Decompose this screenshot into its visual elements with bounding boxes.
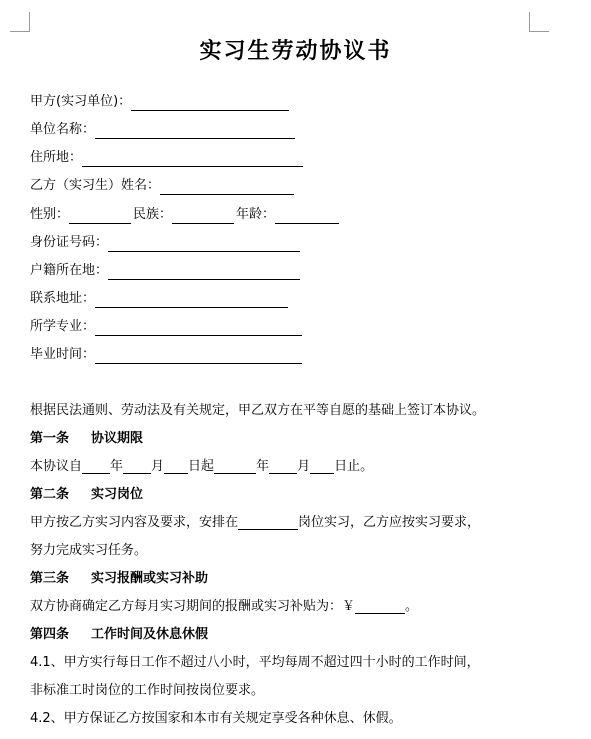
- field-address: [30, 148, 305, 168]
- field-label: 户籍所在地：: [30, 263, 109, 278]
- text-segment: 月: [151, 459, 165, 474]
- party-b-name-blank[interactable]: [160, 176, 294, 195]
- article-number: 第一条: [30, 431, 70, 446]
- text-segment: 年: [256, 459, 270, 474]
- ethnicity-blank[interactable]: [172, 205, 234, 224]
- text-segment: 月: [297, 459, 311, 474]
- end-day-blank[interactable]: [310, 457, 334, 474]
- article-title: 实习岗位: [91, 487, 144, 502]
- text-segment: 本协议自: [30, 459, 83, 474]
- unit-name-blank[interactable]: [95, 120, 295, 139]
- start-day-blank[interactable]: [164, 457, 188, 474]
- start-year-blank[interactable]: [82, 457, 110, 474]
- article-1-heading: [30, 429, 143, 449]
- field-label: 单位名称：: [30, 122, 96, 137]
- field-label: 联系地址：: [30, 291, 96, 306]
- gender-label: 性别：: [30, 207, 70, 222]
- article-2-heading: [30, 485, 143, 505]
- document-title: 实习生劳动协议书: [199, 39, 392, 64]
- gender-blank[interactable]: [69, 205, 131, 224]
- article-3-text: [30, 597, 418, 617]
- field-grad-time: [30, 345, 304, 365]
- article-number: 第二条: [30, 487, 70, 502]
- article-title: 实习报酬或实习补助: [91, 571, 209, 586]
- start-month-blank[interactable]: [123, 457, 151, 474]
- field-party-a: [30, 92, 291, 112]
- article-1-text: [30, 457, 373, 477]
- field-party-b: [30, 176, 296, 196]
- end-year-blank[interactable]: [214, 457, 256, 474]
- field-household: [30, 261, 302, 281]
- article-2-line-2: 努力完成实习任务。: [30, 543, 148, 558]
- id-number-blank[interactable]: [108, 233, 300, 252]
- field-gender-ethnicity-age: [30, 205, 341, 225]
- crop-mark-top-right-vertical: [529, 12, 530, 32]
- field-label: 住所地：: [30, 150, 83, 165]
- intro-paragraph: 根据民法通则、劳动法及有关规定，甲乙双方在平等自愿的基础上签订本协议。: [30, 403, 486, 418]
- field-label: 乙方（实习生）姓名：: [30, 178, 161, 193]
- text-segment: 双方协商确定乙方每月实习期间的报酬或实习补贴为：￥: [30, 599, 356, 614]
- article-title: 协议期限: [91, 431, 144, 446]
- end-month-blank[interactable]: [269, 457, 297, 474]
- text-segment: 日起: [188, 459, 215, 474]
- text-segment: 年: [110, 459, 124, 474]
- field-id-number: [30, 233, 302, 253]
- article-number: 第四条: [30, 627, 70, 642]
- address-blank[interactable]: [82, 148, 303, 167]
- party-a-blank[interactable]: [131, 92, 289, 111]
- crop-mark-top-left-horizontal: [10, 31, 30, 32]
- field-contact: [30, 289, 290, 309]
- text-segment: 。: [405, 599, 419, 614]
- field-major: [30, 317, 304, 337]
- stipend-blank[interactable]: [355, 597, 405, 614]
- crop-mark-top-left-vertical: [29, 12, 30, 32]
- field-unit-name: [30, 120, 297, 140]
- article-number: 第三条: [30, 571, 70, 586]
- text-segment: 日止。: [334, 459, 374, 474]
- text-segment: 岗位实习，乙方应按实习要求，: [298, 515, 481, 530]
- article-4-line-3: 4.2、甲方保证乙方按国家和本市有关规定享受各种休息、休假。: [30, 711, 402, 726]
- position-blank[interactable]: [238, 513, 298, 530]
- article-3-heading: [30, 569, 208, 589]
- grad-time-blank[interactable]: [95, 345, 302, 364]
- age-blank[interactable]: [275, 205, 339, 224]
- field-label: 身份证号码：: [30, 235, 109, 250]
- age-label: 年龄：: [236, 207, 276, 222]
- text-segment: 甲方按乙方实习内容及要求，安排在: [30, 515, 239, 530]
- article-4-heading: [30, 625, 208, 645]
- field-label: 所学专业：: [30, 319, 96, 334]
- ethnicity-label: 民族：: [133, 207, 173, 222]
- field-label: 毕业时间：: [30, 347, 96, 362]
- crop-mark-top-right-horizontal: [529, 31, 549, 32]
- article-title: 工作时间及休息休假: [91, 627, 209, 642]
- major-blank[interactable]: [95, 317, 302, 336]
- contact-blank[interactable]: [95, 289, 288, 308]
- article-4-line-1: 4.1、甲方实行每日工作不超过八小时，平均每周不超过四十小时的工作时间，: [30, 655, 480, 670]
- household-blank[interactable]: [108, 261, 300, 280]
- article-4-line-2: 非标准工时岗位的工作时间按岗位要求。: [30, 683, 265, 698]
- field-label: 甲方(实习单位)：: [30, 94, 132, 109]
- article-2-line-1: [30, 513, 480, 533]
